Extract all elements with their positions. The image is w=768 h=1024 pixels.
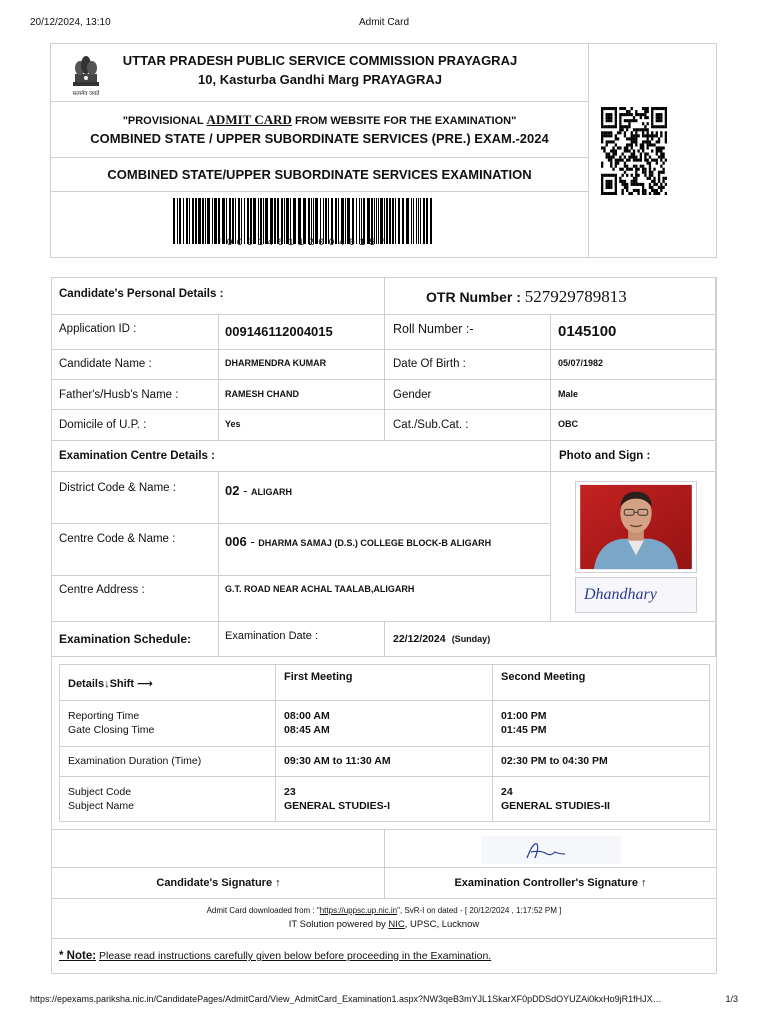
otr-value: 527929789813 <box>524 287 627 306</box>
photo-title-cell <box>551 441 716 472</box>
schedule-title: Examination Schedule: <box>59 632 192 646</box>
gate-label: Gate Closing Time <box>68 724 155 736</box>
org-row <box>51 44 589 102</box>
app-id-value-cell <box>219 315 385 350</box>
provisional-post: FROM WEBSITE FOR THE EXAMINATION" <box>291 115 517 127</box>
provisional-admit-card: ADMIT CARD <box>206 112 292 127</box>
gender-value-cell <box>551 380 716 410</box>
details-table <box>51 277 717 974</box>
dob-value: 05/07/1982 <box>558 358 604 368</box>
admit-card-header <box>50 43 717 258</box>
district-sep: - <box>239 483 252 498</box>
controller-signature-image <box>481 836 621 864</box>
address-value-cell <box>219 576 551 622</box>
gender-label: Gender <box>393 389 432 401</box>
controller-sign-label: Examination Controller's Signature ↑ <box>454 877 647 889</box>
app-id-value: 009146112004015 <box>225 324 333 339</box>
name-value: DHARMENDRA KUMAR <box>225 358 327 368</box>
centre-title: Examination Centre Details : <box>59 450 215 462</box>
centre-label: Centre Code & Name : <box>59 533 176 545</box>
otr <box>426 287 627 307</box>
second-duration: 02:30 PM to 04:30 PM <box>501 755 608 767</box>
centre-title-cell <box>52 441 551 472</box>
district-label: District Code & Name : <box>59 482 176 494</box>
note-label: * Note: <box>59 950 97 962</box>
it-solution <box>52 919 716 930</box>
candidate-sign-label-cell <box>52 868 385 899</box>
schedule-title-cell <box>52 622 219 657</box>
roll-label: Roll Number :- <box>393 322 474 336</box>
duration-label: Examination Duration (Time) <box>68 755 202 767</box>
download-info-cell <box>52 899 716 939</box>
second-reporting-time: 01:00 PM <box>501 710 547 722</box>
exam-name-line2: COMBINED STATE/UPPER SUBORDINATE SERVICES EXAMINATION <box>107 167 532 182</box>
download-info <box>52 906 716 915</box>
subject-code-label: Subject Code <box>68 786 132 798</box>
centre-name: DHARMA SAMAJ (D.S.) COLLEGE BLOCK-B ALIGARH <box>258 538 492 548</box>
candidate-sign-space <box>52 830 385 868</box>
name-label: Candidate Name : <box>59 358 152 370</box>
address-label: Centre Address : <box>59 584 145 596</box>
exam-name-line1: COMBINED STATE / UPPER SUBORDINATE SERVICES (PRE.) EXAM.-2024 <box>90 131 549 146</box>
schedule-container <box>52 657 716 830</box>
district-name: ALIGARH <box>251 487 293 497</box>
domicile-value: Yes <box>225 419 241 429</box>
controller-sign-space <box>385 830 716 868</box>
second-gate-time: 01:45 PM <box>501 724 547 736</box>
otr-label: OTR Number : <box>426 289 525 305</box>
address-label-cell <box>52 576 219 622</box>
father-label-cell <box>52 380 219 410</box>
district-value-cell <box>219 472 551 524</box>
org-name: UTTAR PRADESH PUBLIC SERVICE COMMISSION PRAYAGRAJ <box>122 53 518 68</box>
note <box>59 950 491 962</box>
domicile-value-cell <box>219 410 385 441</box>
cat-value: OBC <box>558 419 578 429</box>
download-post: ", SvR-I on dated - [ 20/12/2024 , 1:17:52 PM ] <box>397 906 562 915</box>
district-value <box>225 483 292 498</box>
first-reporting-time: 08:00 AM <box>284 710 330 722</box>
first-duration: 09:30 AM to 11:30 AM <box>284 755 391 767</box>
app-id-label-cell <box>52 315 219 350</box>
roll-value: 0145100 <box>558 323 617 340</box>
centre-value-cell <box>219 524 551 576</box>
nic-link[interactable]: NIC <box>388 919 405 930</box>
download-pre: Admit Card downloaded from : " <box>206 906 320 915</box>
app-id-label: Application ID : <box>59 323 137 335</box>
exam-title-row <box>51 102 589 158</box>
personal-details-title-cell <box>52 278 385 315</box>
provisional-line <box>51 112 588 128</box>
barcode-row <box>51 192 589 258</box>
second-subject-name: GENERAL STUDIES-II <box>501 800 610 812</box>
district-label-cell <box>52 472 219 524</box>
barcode-text: *009146112004015* <box>216 238 390 249</box>
details-shift-label: Details↓Shift ⟶ <box>68 678 153 690</box>
first-subject-name: GENERAL STUDIES-I <box>284 800 390 812</box>
gender-value: Male <box>558 389 579 399</box>
personal-details-title: Candidate's Personal Details : <box>59 288 224 300</box>
exam-date-label-cell <box>219 622 385 657</box>
candidate-sign-label: Candidate's Signature ↑ <box>156 877 281 889</box>
first-meeting-label: First Meeting <box>284 671 353 683</box>
father-value-cell <box>219 380 385 410</box>
father-label: Father's/Husb's Name : <box>59 389 179 401</box>
it-pre: IT Solution powered by <box>288 919 389 930</box>
exam-date <box>393 633 490 645</box>
father-value: RAMESH CHAND <box>225 389 299 399</box>
download-link[interactable]: https://uppsc.up.nic.in <box>319 906 398 915</box>
candidate-photo <box>575 481 697 573</box>
gender-label-cell <box>385 380 551 410</box>
centre-label-cell <box>52 524 219 576</box>
candidate-sign-text: Dhandhary <box>584 586 657 603</box>
roll-label-cell <box>385 315 551 350</box>
reporting-label: Reporting Time <box>68 710 140 722</box>
exam-date-label: Examination Date : <box>225 630 318 642</box>
centre-code: 006 <box>225 534 247 549</box>
roll-value-cell <box>551 315 716 350</box>
domicile-label: Domicile of U.P. : <box>59 419 147 431</box>
photo-sign-title: Photo and Sign : <box>559 450 651 462</box>
subject-name-label: Subject Name <box>68 800 134 812</box>
first-subject-code: 23 <box>284 786 296 798</box>
print-page: 1/3 <box>725 994 738 1004</box>
name-label-cell <box>52 350 219 380</box>
controller-sign-label-cell <box>385 868 716 899</box>
cat-label-cell <box>385 410 551 441</box>
dob-label-cell <box>385 350 551 380</box>
district-code: 02 <box>225 483 240 498</box>
exam-date-value-cell <box>385 622 716 657</box>
second-subject-code: 24 <box>501 786 513 798</box>
print-title: Admit Card <box>358 17 409 28</box>
cat-value-cell <box>551 410 716 441</box>
dob-label: Date Of Birth : <box>393 358 466 370</box>
candidate-signature-image <box>575 577 697 613</box>
domicile-label-cell <box>52 410 219 441</box>
dob-value-cell <box>551 350 716 380</box>
second-meeting-label: Second Meeting <box>501 671 586 683</box>
address-value: G.T. ROAD NEAR ACHAL TAALAB,ALIGARH <box>225 584 415 594</box>
print-url: https://epexams.pariksha.nic.in/CandidatePages/AdmitCard/View_AdmitCard_Examination1.aspx?NW3qeB3mYJL1SkarXF0pDDSdOYUZAi0kxHo9jR1fHJX… <box>30 994 662 1004</box>
exam-day-value: (Sunday) <box>451 634 491 644</box>
centre-sep: - <box>246 534 259 549</box>
centre-value <box>225 534 491 549</box>
exam-name-row <box>51 158 589 192</box>
note-text: Please read instructions carefully given below before proceeding in the Examination. <box>98 950 492 962</box>
it-post: , UPSC, Lucknow <box>404 919 480 930</box>
cat-label: Cat./Sub.Cat. : <box>393 419 469 431</box>
org-address: 10, Kasturba Gandhi Marg PRAYAGRAJ <box>198 72 442 87</box>
name-value-cell <box>219 350 385 380</box>
first-gate-time: 08:45 AM <box>284 724 330 736</box>
qr-code-icon <box>601 107 667 195</box>
otr-cell <box>385 278 716 315</box>
exam-date-value: 22/12/2024 <box>393 633 446 645</box>
emblem-caption: सत्यमेव जयते <box>72 91 100 97</box>
print-datetime: 20/12/2024, 13:10 <box>30 17 111 28</box>
provisional-pre: "PROVISIONAL <box>122 115 207 127</box>
